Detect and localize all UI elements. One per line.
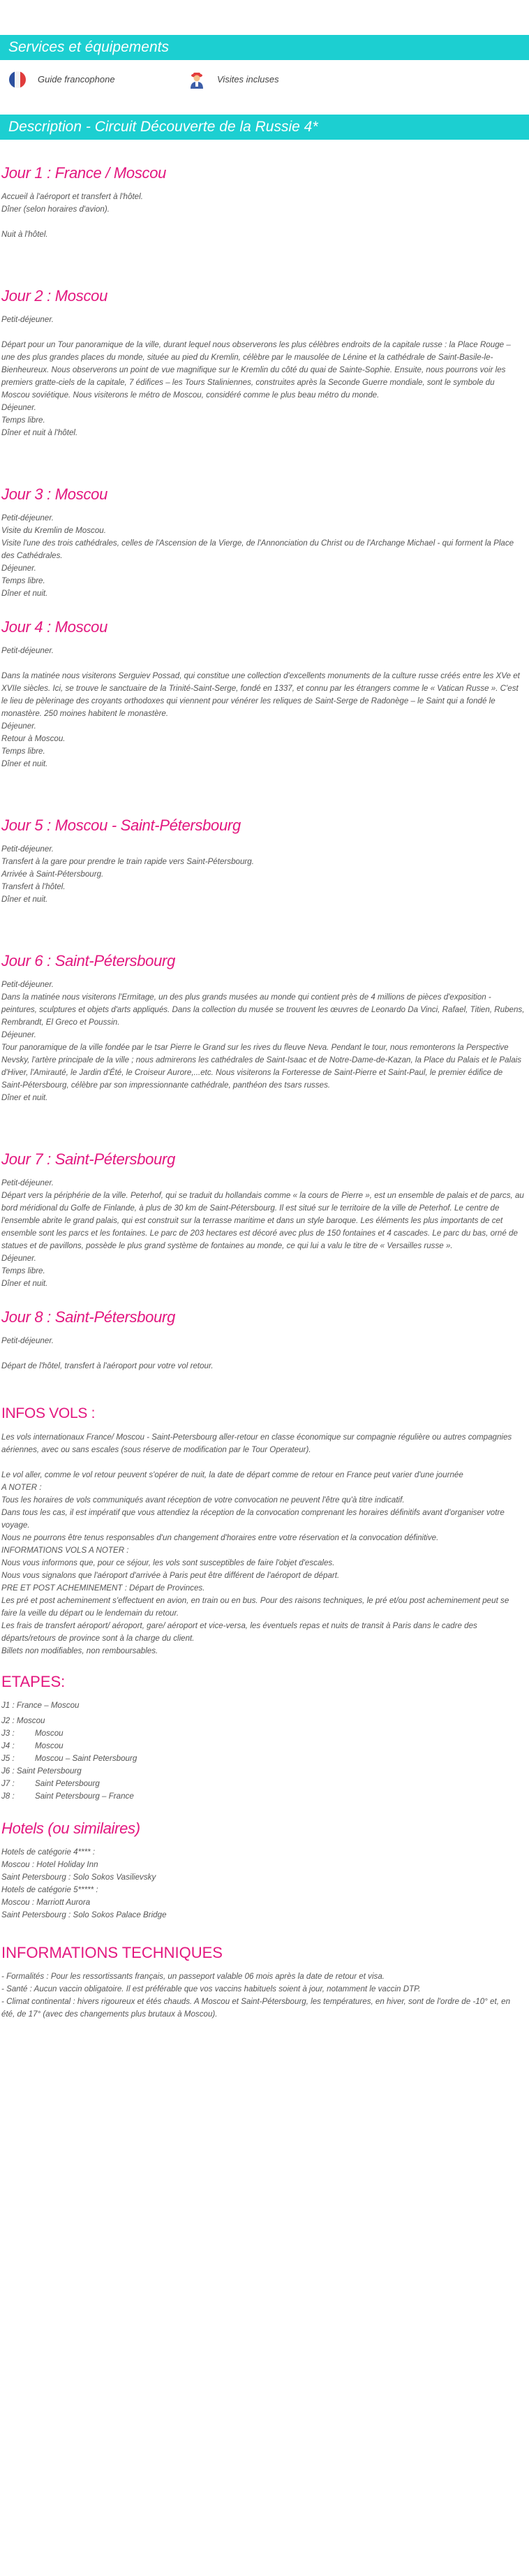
text-line: Nuit à l'hôtel. [1,230,48,239]
text-line: Retour à Moscou. [1,734,66,743]
text-line: Dans la matinée nous visiterons l'Ermitage, un des plus grands musées au monde qui contient près de 4 millions de pièces d'exposition - peintures, sculptures et objets d'arts appliqués. Dans la collection du musée se trouvent les œuvres de Leonardo Da Vinci, Rafael, Titien, Rubens, Rembrandt, El Greco et Poussin. [1,993,525,1027]
text-line: Dans la matinée nous visiterons Serguiev Possad, qui constitue une collection d'excellents monuments de la culture russe créés entre les XVe et XVIIe siècles. Ici, se trouve le sanctuaire de la Trinité-Saint-Serge, fondé en 1337, et connu par les étrangers comme le « Vatican Russe ». C'est le lieu de pèlerinage des croyants orthodoxes qui viennent pour vénérer les reliques de Saint-Serge de Radonège – le Saint qui a fondé le monastère. 250 moines habitent le monastère. [1,671,520,718]
etape-row [0,1727,529,1740]
services-title: Services et équipements [8,39,169,55]
text-line: Petit-déjeuner. [1,646,54,655]
etape-place: J2 : Moscou [1,1716,45,1725]
text-line: Dîner (selon horaires d'avion). [1,205,110,214]
day-title: Jour 8 : Saint-Pétersbourg [1,1308,176,1326]
etape-row [0,1740,529,1752]
etape-row [0,1778,529,1790]
day-title: Jour 7 : Saint-Pétersbourg [1,1150,176,1168]
guide-person-icon [188,71,206,89]
day-section [0,286,529,439]
text-line: A NOTER : [1,1483,42,1492]
text-line: Déjeuner. [1,1030,36,1039]
text-line: Déjeuner. [1,403,36,412]
text-line: Départ de l'hôtel, transfert à l'aéroport pour votre vol retour. [1,1361,214,1370]
day-title: Jour 3 : Moscou [1,485,108,503]
text-line: - Climat continental : hivers rigoureux et étés chauds. A Moscou et Saint-Pétersbourg, les températures, en hiver, sont de l'ordre de -10° et, en été, de 17° (avec des changements plus brutaux à Moscou). [1,1997,511,2019]
text-line: Temps libre. [1,747,45,756]
text-line: Saint Petersbourg : Solo Sokos Vasilievsky [1,1873,156,1882]
day-title: Jour 1 : France / Moscou [1,164,167,182]
spacer [0,216,529,228]
text-line: Les vols internationaux France/ Moscou - Saint-Petersbourg aller-retour en classe économique sur compagnie régulière ou autres compagnies aériennes, avec ou sans escales (sous réserve de modification par le Tour Operateur). [1,1433,512,1454]
text-line: Petit-déjeuner. [1,1336,54,1345]
services-list [0,60,529,99]
text-line: Petit-déjeuner. [1,1178,54,1187]
text-line: Déjeuner. [1,564,36,573]
hotels-list [0,1846,529,1922]
text-line: Départ vers la périphérie de la ville. Peterhof, qui se traduit du hollandais comme « la cours de Pierre », est un ensemble de palais et de parcs, au bord méridional du Golfe de Finlande, à plus de 30 km de Saint-Pétersbourg. Il est situé sur le territoire de la ville de Peterhof. Le centre de l'ensemble abrite le grand palais, qui est construit sur la terrasse maritime et dans un style baroque. Les éléments les plus importants de cet ensemble sont les parcs et les fontaines. Le parc de 203 hectares est décoré avec plus de 150 fontaines et 4 cascades. Le parc du bas, orné de statues et de pavillons, possède le plus grand système de fontaines au monde, ce qui lui a valu le titre de « Versailles russe ». [1,1191,524,1250]
etape-row [0,1699,529,1712]
text-line: Visite l'une des trois cathédrales, celles de l'Ascension de la Vierge, de l'Annonciation du Christ ou de l'Archange Michael - qui forment la Place des Cathédrales. [1,539,514,560]
etapes-section [0,1671,529,1803]
text-line: Temps libre. [1,1266,45,1275]
service-item-visits [188,71,367,89]
infos-vols-title: INFOS VOLS : [1,1405,96,1421]
text-line: Temps libre. [1,576,45,585]
infos-vols-section [0,1403,529,1657]
text-line: Petit-déjeuner. [1,980,54,989]
text-line: Hotels de catégorie 5***** : [1,1885,98,1894]
etapes-title: ETAPES: [1,1673,66,1690]
text-line: Transfert à la gare pour prendre le train rapide vers Saint-Pétersbourg. [1,857,254,866]
text-line: Moscou : Marriott Aurora [1,1898,91,1907]
text-line: Dîner et nuit. [1,1279,48,1288]
itinerary-days [0,163,529,1373]
technique-text [0,1970,529,2021]
etapes-list [0,1699,529,1803]
spacer [0,1347,529,1360]
text-line: Nous ne pourrons être tenus responsables d'un changement d'horaires entre votre réservation et la convocation définitive. [1,1533,439,1542]
day-section [0,163,529,241]
etape-place: Moscou – Saint Petersbourg [35,1754,137,1763]
day-section [0,484,529,600]
day-section [0,951,529,1104]
etape-place: Moscou [35,1729,64,1738]
day-section [0,1307,529,1373]
text-line: Déjeuner. [1,1254,36,1263]
day-title: Jour 6 : Saint-Pétersbourg [1,952,176,969]
text-line: Accueil à l'aéroport et transfert à l'hôtel. [1,192,143,201]
text-line: - Formalités : Pour les ressortissants français, un passeport valable 06 mois après la date de retour et visa. [1,1972,385,1981]
text-line: Arrivée à Saint-Pétersbourg. [1,870,104,879]
text-line: Nous vous signalons que l'aéroport d'arrivée à Paris peut être différent de l'aéroport de départ. [1,1571,340,1580]
text-line: Dîner et nuit. [1,589,48,598]
hotels-section [0,1818,529,1922]
etape-place: J1 : France – Moscou [1,1701,80,1710]
text-line: Dîner et nuit. [1,895,48,904]
etape-day: J8 : [1,1792,15,1801]
text-line: Hotels de catégorie 4**** : [1,1847,96,1857]
services-header-bar [0,35,529,60]
technique-section [0,1942,529,2021]
text-line: Moscou : Hotel Holiday Inn [1,1860,98,1869]
infos-vols-text [0,1431,529,1657]
text-line: Tous les horaires de vols communiqués avant réception de votre convocation ne peuvent l'être qu'à titre indicatif. [1,1495,405,1505]
etape-row [0,1765,529,1778]
etape-place: Saint Petersbourg – France [35,1792,134,1801]
text-line: Temps libre. [1,416,45,425]
text-line: Les frais de transfert aéroport/ aéroport, gare/ aéroport et vice-versa, les éventuels repas et nuits de transit à Paris dans le cadre des départs/retours de province sont à la charge du client. [1,1621,477,1643]
day-section [0,815,529,906]
text-line: Tour panoramique de la ville fondée par le tsar Pierre le Grand sur les rives du fleuve Neva. Pendant le tour, nous remonterons la Perspective Nevsky, l'artère principale de la ville ; nous admirerons les cathédrales de Saint-Isaac et de Notre-Dame-de-Kazan, la Place du Palais et le Palais d'Hiver, l'Amirauté, le Jardin d'Été, le Croiseur Aurore,...etc. Nous visiterons la Forteresse de Saint-Pierre et Saint-Paul, le premier édifice de Saint-Pétersbourg, célèbre par son impressionnante cathédrale, panthéon des tsars russes. [1,1043,522,1090]
etape-day: J5 : [1,1754,15,1763]
text-line: - Santé : Aucun vaccin obligatoire. Il est préférable que vos vaccins habituels soient à jour, notamment le vaccin DTP. [1,1984,421,1993]
french-flag-icon [8,71,27,89]
text-line: Billets non modifiables, non remboursables. [1,1646,158,1655]
spacer [0,657,529,670]
text-line: Dîner et nuit. [1,1093,48,1102]
text-line: Petit-déjeuner. [1,315,54,324]
text-line: Petit-déjeuner. [1,844,54,854]
text-line: Dans tous les cas, il est impératif que vous attendiez la réception de la convocation comprenant les horaires définitifs avant d'organiser votre voyage. [1,1508,505,1530]
text-line: Déjeuner. [1,722,36,731]
etape-row [0,1715,529,1727]
spacer [0,1456,529,1469]
spacer [0,326,529,339]
text-line: Les pré et post acheminement s'effectuent en avion, en train ou en bus. Pour des raisons techniques, le pré et/ou post acheminement peut se faire la veille du départ ou le lendemain du retour. [1,1596,509,1618]
service-label: Guide francophone [38,74,115,85]
service-item-guide [8,71,188,89]
text-line: Transfert à l'hôtel. [1,882,66,891]
text-line: Le vol aller, comme le vol retour peuvent s'opérer de nuit, la date de départ comme de retour en France peut varier d'une journée [1,1470,463,1479]
etape-day: J7 : [1,1779,15,1788]
text-line: Départ pour un Tour panoramique de la ville, durant lequel nous observerons les plus célèbres endroits de la capitale russe : la Place Rouge – une des plus grandes places du monde, située au pied du Kremlin, célèbre par le mausolée de Lénine et la cathédrale de Saint-Basile-le-Bienheureux. Nous observerons un point de vue magnifique sur le Kremlin du côté du quai de Sainte-Sophie. Ensuite, nous pourrons voir les premiers gratte-ciels de la capitale, 7 édifices – les Tours Staliniennes, construites après la Seconde Guerre mondiale, sont le symbole du Moscou soviétique. Nous visiterons le métro de Moscou, considéré comme le plus beau métro du monde. [1,340,511,400]
hotels-title: Hotels (ou similaires) [1,1820,140,1837]
etape-place: Moscou [35,1741,64,1750]
day-title: Jour 2 : Moscou [1,287,108,305]
etape-day: J3 : [1,1729,15,1738]
etape-row [0,1790,529,1803]
etape-place: Saint Petersbourg [35,1779,100,1788]
text-line: Saint Petersbourg : Solo Sokos Palace Bridge [1,1910,167,1919]
text-line: Visite du Kremlin de Moscou. [1,526,106,535]
etape-row [0,1752,529,1765]
text-line: Dîner et nuit. [1,759,48,768]
day-section [0,1149,529,1290]
text-line: Petit-déjeuner. [1,513,54,522]
technique-title: INFORMATIONS TECHNIQUES [1,1944,223,1961]
day-title: Jour 5 : Moscou - Saint-Pétersbourg [1,817,241,834]
etape-day: J4 : [1,1741,15,1750]
service-label: Visites incluses [217,74,279,85]
etape-place: J6 : Saint Petersbourg [1,1766,82,1776]
description-header-bar [0,115,529,140]
text-line: Dîner et nuit à l'hôtel. [1,428,78,437]
day-title: Jour 4 : Moscou [1,618,108,636]
text-line: Nous vous informons que, pour ce séjour, les vols sont susceptibles de faire l'objet d'escales. [1,1558,335,1567]
text-line: INFORMATIONS VOLS A NOTER : [1,1546,129,1555]
description-title: Description - Circuit Découverte de la Russie 4* [8,119,318,135]
day-section [0,617,529,770]
text-line: PRE ET POST ACHEMINEMENT : Départ de Provinces. [1,1583,205,1593]
